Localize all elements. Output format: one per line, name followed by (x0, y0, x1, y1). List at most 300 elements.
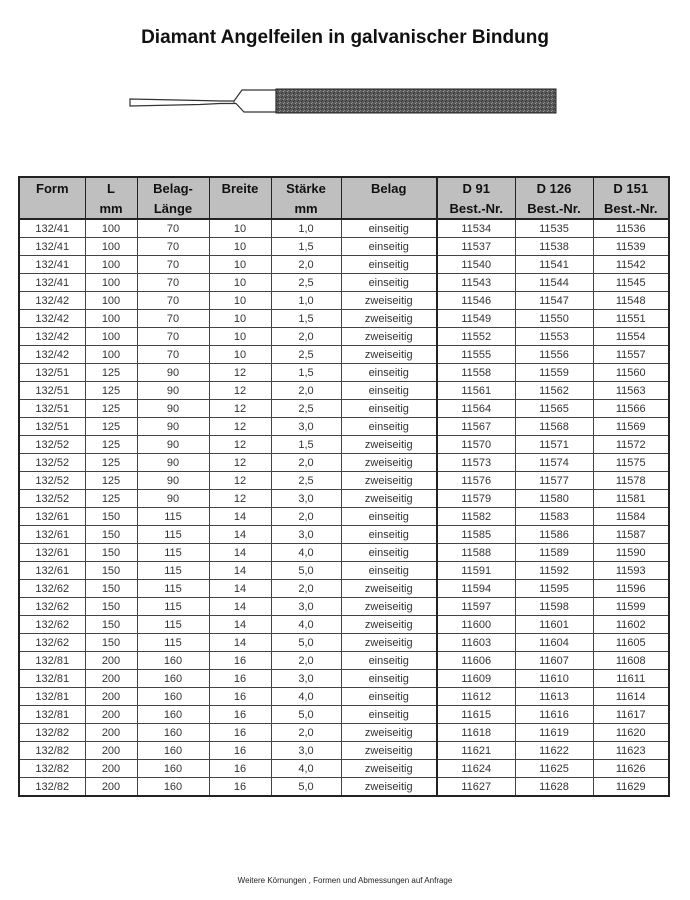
table-cell: 11554 (593, 328, 669, 346)
table-cell: 132/51 (19, 400, 85, 418)
table-cell: 11611 (593, 670, 669, 688)
table-cell: 100 (85, 256, 137, 274)
column-header: D 126 (515, 177, 593, 198)
table-cell: 5,0 (271, 634, 341, 652)
table-cell: 14 (209, 544, 271, 562)
table-cell: 2,0 (271, 508, 341, 526)
table-cell: 11548 (593, 292, 669, 310)
table-row (19, 616, 669, 634)
table-cell: 100 (85, 274, 137, 292)
table-cell: 132/52 (19, 454, 85, 472)
table-cell: 11605 (593, 634, 669, 652)
table-cell: 11570 (437, 436, 515, 454)
table-cell: 11610 (515, 670, 593, 688)
table-cell: 11585 (437, 526, 515, 544)
table-cell: 11547 (515, 292, 593, 310)
table-cell: 132/51 (19, 364, 85, 382)
table-cell: 11606 (437, 652, 515, 670)
table-cell: 11573 (437, 454, 515, 472)
table-cell: 11574 (515, 454, 593, 472)
table-cell: 11546 (437, 292, 515, 310)
table-cell: 11553 (515, 328, 593, 346)
table-cell: 1,5 (271, 310, 341, 328)
table-cell: 125 (85, 400, 137, 418)
table-cell: 11566 (593, 400, 669, 418)
table-row (19, 778, 669, 797)
table-cell: 11556 (515, 346, 593, 364)
table-cell: zweiseitig (341, 490, 437, 508)
table-header-row (19, 198, 669, 219)
table-cell: 1,5 (271, 238, 341, 256)
table-cell: 2,5 (271, 346, 341, 364)
column-header-sub: Best.-Nr. (593, 198, 669, 219)
table-cell: 11599 (593, 598, 669, 616)
column-header: D 91 (437, 177, 515, 198)
table-cell: 11549 (437, 310, 515, 328)
table-row (19, 742, 669, 760)
table-row (19, 688, 669, 706)
table-cell: 11601 (515, 616, 593, 634)
table-cell: 115 (137, 616, 209, 634)
table-cell: 11593 (593, 562, 669, 580)
table-cell: 12 (209, 436, 271, 454)
table-cell: 115 (137, 634, 209, 652)
table-row (19, 436, 669, 454)
table-cell: 2,0 (271, 724, 341, 742)
column-header: Stärke (271, 177, 341, 198)
table-cell: 10 (209, 238, 271, 256)
table-cell: 1,0 (271, 292, 341, 310)
table-cell: 16 (209, 670, 271, 688)
table-cell: 11563 (593, 382, 669, 400)
table-cell: 100 (85, 328, 137, 346)
table-row (19, 219, 669, 238)
table-cell: 132/82 (19, 778, 85, 797)
table-cell: 11608 (593, 652, 669, 670)
table-row (19, 382, 669, 400)
table-cell: zweiseitig (341, 454, 437, 472)
table-cell: einseitig (341, 562, 437, 580)
order-number-table (18, 176, 670, 797)
table-cell: 150 (85, 526, 137, 544)
table-cell: 5,0 (271, 562, 341, 580)
table-cell: 11603 (437, 634, 515, 652)
table-cell: 160 (137, 706, 209, 724)
table-cell: 11624 (437, 760, 515, 778)
page-title: Diamant Angelfeilen in galvanischer Bindung (141, 27, 549, 48)
table-cell: 90 (137, 454, 209, 472)
table-cell: 11629 (593, 778, 669, 797)
table-cell: 12 (209, 400, 271, 418)
table-cell: 11625 (515, 760, 593, 778)
table-cell: 16 (209, 724, 271, 742)
table-cell: 115 (137, 526, 209, 544)
table-cell: 2,0 (271, 580, 341, 598)
table-cell: 12 (209, 364, 271, 382)
table-cell: 132/82 (19, 742, 85, 760)
table-row (19, 670, 669, 688)
table-row (19, 256, 669, 274)
table-cell: 11551 (593, 310, 669, 328)
table-cell: 11609 (437, 670, 515, 688)
table-cell: 4,0 (271, 616, 341, 634)
table-row (19, 760, 669, 778)
table-row (19, 634, 669, 652)
table-cell: 2,0 (271, 328, 341, 346)
table-cell: 160 (137, 688, 209, 706)
table-cell: 11559 (515, 364, 593, 382)
table-cell: 11562 (515, 382, 593, 400)
table-cell: 125 (85, 472, 137, 490)
table-cell: 11628 (515, 778, 593, 797)
table-cell: einseitig (341, 670, 437, 688)
table-cell: 11576 (437, 472, 515, 490)
table-row (19, 346, 669, 364)
table-cell: einseitig (341, 688, 437, 706)
table-cell: 11612 (437, 688, 515, 706)
table-cell: 11534 (437, 219, 515, 238)
table-row (19, 580, 669, 598)
table-cell: 11589 (515, 544, 593, 562)
table-cell: 150 (85, 544, 137, 562)
table-cell: 70 (137, 219, 209, 238)
table-cell: 11623 (593, 742, 669, 760)
table-cell: 90 (137, 382, 209, 400)
table-cell: 11537 (437, 238, 515, 256)
table-cell: zweiseitig (341, 778, 437, 797)
table-cell: 125 (85, 364, 137, 382)
table-cell: 132/61 (19, 526, 85, 544)
table-cell: 125 (85, 436, 137, 454)
table-cell: 125 (85, 382, 137, 400)
table-cell: 2,5 (271, 400, 341, 418)
table-cell: 132/41 (19, 238, 85, 256)
table-cell: 160 (137, 742, 209, 760)
table-cell: 2,0 (271, 256, 341, 274)
table-cell: 132/51 (19, 418, 85, 436)
table-cell: 70 (137, 292, 209, 310)
table-cell: 11568 (515, 418, 593, 436)
needle-file-illustration (128, 82, 560, 122)
table-cell: 11582 (437, 508, 515, 526)
table-row (19, 508, 669, 526)
table-cell: 16 (209, 706, 271, 724)
table-cell: 132/51 (19, 382, 85, 400)
table-cell: 10 (209, 328, 271, 346)
table-cell: 5,0 (271, 778, 341, 797)
table-cell: 200 (85, 724, 137, 742)
table-cell: 11541 (515, 256, 593, 274)
table-cell: 11540 (437, 256, 515, 274)
column-header: Breite (209, 177, 271, 198)
table-cell: 11597 (437, 598, 515, 616)
table-cell: 1,5 (271, 436, 341, 454)
table-cell: 16 (209, 760, 271, 778)
table-cell: 4,0 (271, 760, 341, 778)
table-cell: 2,0 (271, 382, 341, 400)
table-cell: 115 (137, 508, 209, 526)
table-cell: zweiseitig (341, 742, 437, 760)
table-cell: 115 (137, 562, 209, 580)
table-cell: 11569 (593, 418, 669, 436)
table-header-row (19, 177, 669, 198)
table-cell: einseitig (341, 400, 437, 418)
table-cell: 11583 (515, 508, 593, 526)
table-row (19, 238, 669, 256)
table-cell: 150 (85, 508, 137, 526)
table-cell: 11575 (593, 454, 669, 472)
table-cell: 132/41 (19, 274, 85, 292)
table-cell: 11558 (437, 364, 515, 382)
table-cell: 132/62 (19, 598, 85, 616)
table-cell: zweiseitig (341, 580, 437, 598)
table-cell: 16 (209, 778, 271, 797)
table-cell: 11555 (437, 346, 515, 364)
table-cell: 10 (209, 219, 271, 238)
table-cell: zweiseitig (341, 598, 437, 616)
table-cell: 90 (137, 472, 209, 490)
table-cell: 14 (209, 562, 271, 580)
table-cell: 16 (209, 688, 271, 706)
table-cell: 150 (85, 562, 137, 580)
table-cell: 10 (209, 274, 271, 292)
table-cell: 11592 (515, 562, 593, 580)
table-cell: 132/42 (19, 310, 85, 328)
table-cell: 11588 (437, 544, 515, 562)
table-cell: zweiseitig (341, 616, 437, 634)
table-cell: 132/52 (19, 436, 85, 454)
table-cell: 100 (85, 310, 137, 328)
table-cell: zweiseitig (341, 724, 437, 742)
table-cell: 11584 (593, 508, 669, 526)
table-cell: 70 (137, 256, 209, 274)
table-cell: 90 (137, 400, 209, 418)
column-header-sub: Best.-Nr. (437, 198, 515, 219)
column-header-sub (209, 198, 271, 219)
table-cell: 11596 (593, 580, 669, 598)
table-cell: 11627 (437, 778, 515, 797)
table-cell: zweiseitig (341, 346, 437, 364)
table-cell: 11557 (593, 346, 669, 364)
table-cell: einseitig (341, 256, 437, 274)
table-cell: 132/42 (19, 292, 85, 310)
table-cell: 70 (137, 310, 209, 328)
table-cell: 70 (137, 328, 209, 346)
table-cell: zweiseitig (341, 292, 437, 310)
table-cell: 11579 (437, 490, 515, 508)
table-cell: 12 (209, 454, 271, 472)
table-cell: 1,5 (271, 364, 341, 382)
table-cell: 3,0 (271, 526, 341, 544)
table-cell: 14 (209, 580, 271, 598)
table-cell: 160 (137, 760, 209, 778)
table-cell: einseitig (341, 364, 437, 382)
table-cell: 11550 (515, 310, 593, 328)
table-cell: 11620 (593, 724, 669, 742)
table-cell: 132/42 (19, 328, 85, 346)
table-cell: 150 (85, 598, 137, 616)
table-cell: 132/82 (19, 724, 85, 742)
table-cell: 90 (137, 490, 209, 508)
table-cell: 2,0 (271, 454, 341, 472)
table-cell: einseitig (341, 526, 437, 544)
table-cell: 4,0 (271, 544, 341, 562)
table-cell: 11539 (593, 238, 669, 256)
table-cell: 125 (85, 490, 137, 508)
table-cell: 14 (209, 508, 271, 526)
table-cell: 132/52 (19, 472, 85, 490)
table-cell: 11613 (515, 688, 593, 706)
table-cell: einseitig (341, 508, 437, 526)
table-row (19, 274, 669, 292)
table-cell: 10 (209, 346, 271, 364)
table-cell: 2,5 (271, 472, 341, 490)
table-cell: 90 (137, 418, 209, 436)
table-cell: 1,0 (271, 219, 341, 238)
table-cell: 11619 (515, 724, 593, 742)
table-cell: 132/81 (19, 706, 85, 724)
table-cell: 3,0 (271, 742, 341, 760)
table-cell: 132/61 (19, 544, 85, 562)
table-cell: 132/81 (19, 688, 85, 706)
table-cell: 200 (85, 652, 137, 670)
table-cell: 90 (137, 436, 209, 454)
table-row (19, 562, 669, 580)
table-cell: 11604 (515, 634, 593, 652)
column-header: Form (19, 177, 85, 198)
column-header-sub (341, 198, 437, 219)
table-cell: 11614 (593, 688, 669, 706)
table-cell: 11621 (437, 742, 515, 760)
table-cell: zweiseitig (341, 634, 437, 652)
table-cell: 132/61 (19, 508, 85, 526)
table-cell: einseitig (341, 544, 437, 562)
table-cell: 200 (85, 706, 137, 724)
table-cell: zweiseitig (341, 472, 437, 490)
table-cell: einseitig (341, 238, 437, 256)
table-row (19, 418, 669, 436)
table-cell: 11626 (593, 760, 669, 778)
table-cell: 100 (85, 219, 137, 238)
table-cell: 11598 (515, 598, 593, 616)
column-header-sub: Länge (137, 198, 209, 219)
table-row (19, 490, 669, 508)
table-row (19, 454, 669, 472)
table-cell: 132/62 (19, 580, 85, 598)
table-cell: einseitig (341, 418, 437, 436)
column-header-sub: mm (85, 198, 137, 219)
table-cell: 12 (209, 418, 271, 436)
table-cell: 2,5 (271, 274, 341, 292)
table-cell: einseitig (341, 706, 437, 724)
table-cell: 11586 (515, 526, 593, 544)
table-cell: 11590 (593, 544, 669, 562)
table-cell: 11538 (515, 238, 593, 256)
table-cell: 160 (137, 670, 209, 688)
table-cell: 132/81 (19, 670, 85, 688)
table-cell: 12 (209, 490, 271, 508)
table-cell: 115 (137, 598, 209, 616)
table-cell: 132/41 (19, 256, 85, 274)
table-row (19, 328, 669, 346)
table-cell: 11587 (593, 526, 669, 544)
table-cell: 11572 (593, 436, 669, 454)
table-cell: 11535 (515, 219, 593, 238)
table-cell: 14 (209, 616, 271, 634)
column-header-sub: Best.-Nr. (515, 198, 593, 219)
table-cell: 11565 (515, 400, 593, 418)
table-cell: 11552 (437, 328, 515, 346)
column-header-sub (19, 198, 85, 219)
table-cell: 11577 (515, 472, 593, 490)
table-cell: 11616 (515, 706, 593, 724)
table-row (19, 526, 669, 544)
table-cell: 11561 (437, 382, 515, 400)
table-cell: 150 (85, 634, 137, 652)
table-cell: zweiseitig (341, 760, 437, 778)
table-cell: 11571 (515, 436, 593, 454)
table-cell: einseitig (341, 274, 437, 292)
table-cell: 125 (85, 418, 137, 436)
table-row (19, 544, 669, 562)
table-cell: 2,0 (271, 652, 341, 670)
table-cell: 11595 (515, 580, 593, 598)
table-cell: 3,0 (271, 598, 341, 616)
table-cell: 160 (137, 724, 209, 742)
table-cell: 11564 (437, 400, 515, 418)
table-row (19, 292, 669, 310)
table-cell: 10 (209, 292, 271, 310)
table-cell: 5,0 (271, 706, 341, 724)
table-cell: 11581 (593, 490, 669, 508)
table-cell: 16 (209, 742, 271, 760)
table-row (19, 652, 669, 670)
table-cell: 11591 (437, 562, 515, 580)
table-cell: 11600 (437, 616, 515, 634)
table-row (19, 706, 669, 724)
table-cell: 200 (85, 688, 137, 706)
table-cell: 11545 (593, 274, 669, 292)
table-cell: 14 (209, 526, 271, 544)
table-cell: 70 (137, 346, 209, 364)
table-cell: 4,0 (271, 688, 341, 706)
column-header: L (85, 177, 137, 198)
table-row (19, 364, 669, 382)
table-cell: 115 (137, 544, 209, 562)
table-cell: 12 (209, 472, 271, 490)
table-cell: 160 (137, 652, 209, 670)
table-cell: 90 (137, 364, 209, 382)
table-cell: 100 (85, 238, 137, 256)
table-cell: 3,0 (271, 670, 341, 688)
table-cell: 200 (85, 778, 137, 797)
table-cell: 160 (137, 778, 209, 797)
table-cell: 11617 (593, 706, 669, 724)
table-cell: zweiseitig (341, 436, 437, 454)
column-header: Belag- (137, 177, 209, 198)
table-cell: 100 (85, 292, 137, 310)
table-cell: 11594 (437, 580, 515, 598)
table-cell: 11560 (593, 364, 669, 382)
table-cell: 132/41 (19, 219, 85, 238)
table-cell: 115 (137, 580, 209, 598)
table-row (19, 472, 669, 490)
table-cell: 11536 (593, 219, 669, 238)
column-header: D 151 (593, 177, 669, 198)
table-cell: 70 (137, 274, 209, 292)
table-cell: 200 (85, 670, 137, 688)
table-cell: zweiseitig (341, 328, 437, 346)
